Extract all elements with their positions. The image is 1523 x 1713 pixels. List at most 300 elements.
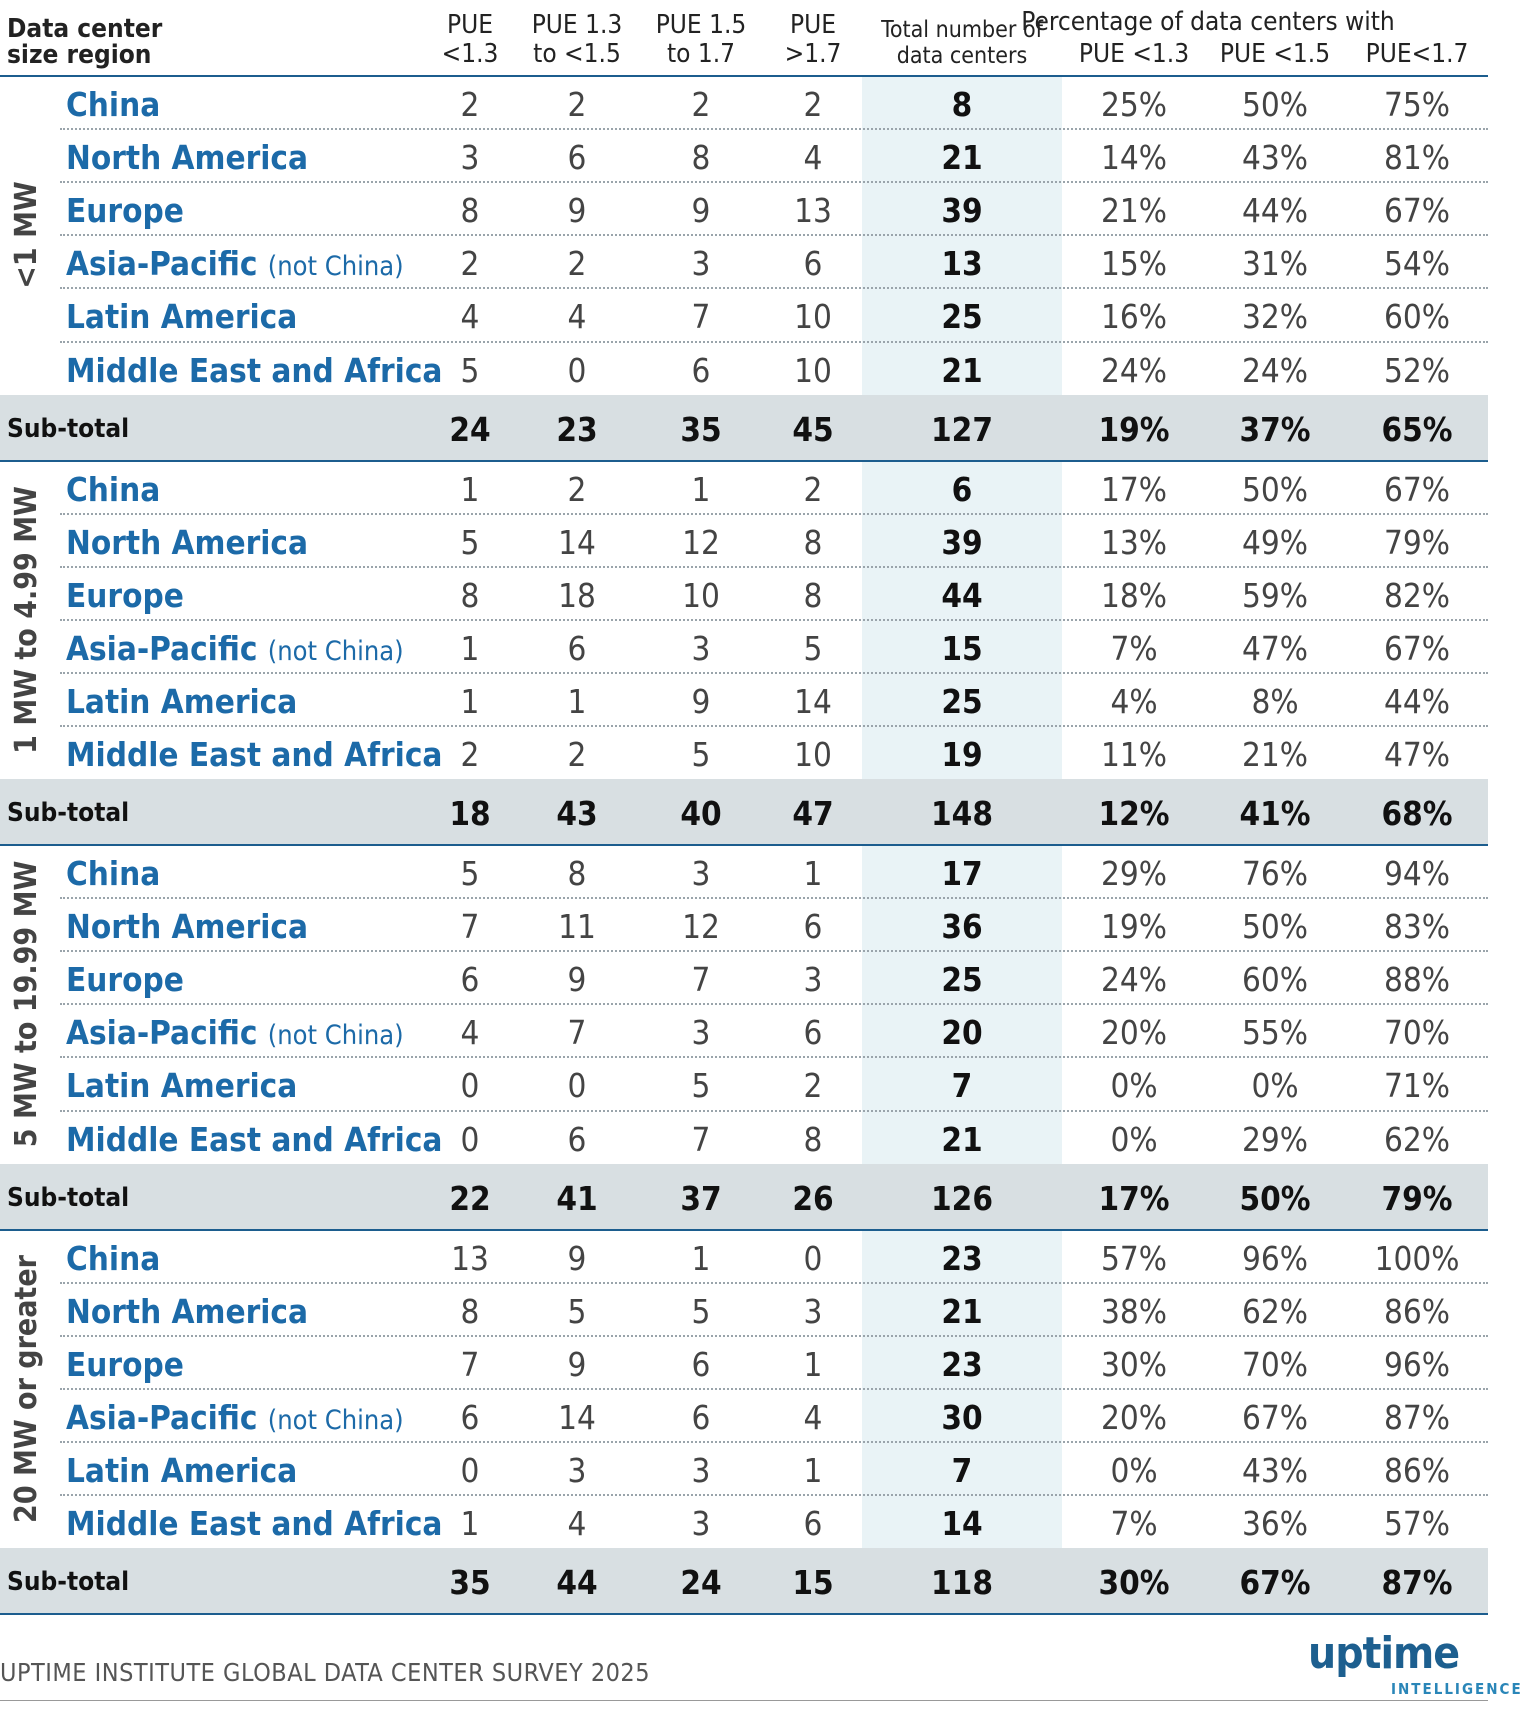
region-label bbox=[66, 1119, 443, 1159]
region-label bbox=[66, 191, 184, 231]
subtotal-count-cell: 44 bbox=[556, 1563, 598, 1603]
region-name: Europe bbox=[66, 960, 184, 1000]
percentage-cell: 19% bbox=[1101, 907, 1167, 947]
pue-count-cell: 6 bbox=[691, 1397, 711, 1437]
region-name: Middle East and Africa bbox=[66, 1504, 443, 1543]
region-name: Asia-Pacific bbox=[66, 244, 258, 284]
percentage-cell: 4% bbox=[1110, 681, 1158, 721]
pue-count-cell: 3 bbox=[691, 1450, 711, 1490]
subtotal-count-cell: 24 bbox=[449, 409, 491, 449]
subtotal-percentage-cell: 68% bbox=[1381, 794, 1453, 834]
percentage-cell: 60% bbox=[1242, 960, 1308, 1000]
subtotal-count-cell: 47 bbox=[792, 794, 834, 834]
region-label bbox=[66, 681, 298, 721]
total-cell: 20 bbox=[941, 1013, 983, 1053]
percentage-cell: 29% bbox=[1242, 1119, 1308, 1159]
pue-count-cell: 6 bbox=[567, 138, 587, 178]
percentage-cell: 67% bbox=[1384, 628, 1450, 668]
header-pue-15-17-line1: PUE 1.5 bbox=[655, 10, 747, 40]
header-pue-lt13-line1: PUE bbox=[446, 10, 494, 40]
percentage-cell: 76% bbox=[1242, 854, 1308, 893]
header-pue-lt13-line2: <1.3 bbox=[441, 39, 499, 69]
region-name: China bbox=[66, 85, 161, 124]
total-cell: 6 bbox=[951, 469, 973, 509]
region-label bbox=[66, 628, 404, 668]
total-cell: 15 bbox=[941, 628, 983, 668]
pue-count-cell: 0 bbox=[567, 350, 587, 390]
pue-count-cell: 4 bbox=[460, 1013, 480, 1053]
region-label bbox=[66, 854, 161, 893]
subtotal-count-cell: 18 bbox=[449, 794, 491, 834]
pue-count-cell: 6 bbox=[567, 1119, 587, 1159]
percentage-cell: 0% bbox=[1251, 1066, 1299, 1106]
total-cell: 8 bbox=[951, 85, 973, 124]
subtotal-label: Sub-total bbox=[7, 1567, 130, 1598]
subtotal-label: Sub-total bbox=[7, 798, 130, 829]
region-name: China bbox=[66, 1238, 161, 1278]
header-percentage-group: Percentage of data centers with bbox=[1021, 7, 1395, 37]
region-name: Middle East and Africa bbox=[66, 1119, 443, 1159]
subtotal-label: Sub-total bbox=[7, 1182, 130, 1213]
region-label bbox=[66, 1397, 404, 1437]
pue-count-cell: 2 bbox=[460, 85, 480, 124]
subtotal-percentage-cell: 41% bbox=[1239, 794, 1311, 834]
pue-count-cell: 8 bbox=[691, 138, 711, 178]
pue-count-cell: 8 bbox=[460, 575, 480, 615]
pue-count-cell: 6 bbox=[567, 628, 587, 668]
total-cell: 21 bbox=[941, 138, 983, 178]
subtotal-percentage-cell: 67% bbox=[1239, 1563, 1311, 1603]
pue-count-cell: 14 bbox=[794, 681, 832, 721]
uptime-logo-subtitle: INTELLIGENCE bbox=[1391, 1680, 1523, 1698]
percentage-cell: 44% bbox=[1242, 191, 1308, 231]
percentage-cell: 96% bbox=[1384, 1344, 1450, 1384]
total-cell: 39 bbox=[941, 191, 983, 231]
percentage-cell: 82% bbox=[1384, 575, 1450, 615]
region-label bbox=[66, 1013, 404, 1053]
subtotal-percentage-cell: 19% bbox=[1098, 409, 1170, 449]
percentage-cell: 15% bbox=[1101, 244, 1167, 284]
total-cell: 19 bbox=[941, 735, 983, 774]
row-divider bbox=[60, 897, 1488, 899]
pue-count-cell: 2 bbox=[460, 244, 480, 284]
region-label bbox=[66, 1238, 161, 1278]
region-label bbox=[66, 960, 184, 1000]
pue-count-cell: 6 bbox=[803, 1013, 823, 1053]
subtotal-count-cell: 40 bbox=[680, 794, 722, 834]
header-pue-gt17-line2: >1.7 bbox=[784, 39, 842, 69]
total-cell: 36 bbox=[941, 907, 983, 947]
pue-count-cell: 9 bbox=[691, 681, 711, 721]
region-label bbox=[66, 1291, 309, 1331]
pue-count-cell: 0 bbox=[460, 1066, 480, 1106]
row-divider bbox=[60, 566, 1488, 568]
region-label bbox=[66, 350, 443, 390]
percentage-cell: 81% bbox=[1384, 138, 1450, 178]
percentage-cell: 57% bbox=[1384, 1504, 1450, 1543]
row-divider bbox=[60, 1110, 1488, 1112]
header-pue-13-15-line1: PUE 1.3 bbox=[531, 10, 623, 40]
region-name: Europe bbox=[66, 1344, 184, 1384]
pue-count-cell: 5 bbox=[803, 628, 823, 668]
pue-count-cell: 3 bbox=[691, 1013, 711, 1053]
pue-count-cell: 2 bbox=[567, 469, 587, 509]
region-label bbox=[66, 575, 184, 615]
row-divider bbox=[60, 234, 1488, 236]
subtotal-count-cell: 15 bbox=[792, 1563, 834, 1603]
pue-count-cell: 5 bbox=[460, 854, 480, 893]
region-label bbox=[66, 85, 161, 124]
region-name: Europe bbox=[66, 191, 184, 231]
row-divider bbox=[60, 950, 1488, 952]
pue-count-cell: 13 bbox=[794, 191, 832, 231]
percentage-cell: 25% bbox=[1101, 85, 1167, 124]
pue-count-cell: 8 bbox=[803, 575, 823, 615]
percentage-cell: 43% bbox=[1242, 1450, 1308, 1490]
region-qualifier: (not China) bbox=[267, 1404, 404, 1436]
pue-count-cell: 1 bbox=[460, 681, 480, 721]
region-name: China bbox=[66, 854, 161, 893]
pue-count-cell: 6 bbox=[460, 960, 480, 1000]
subtotal-count-cell: 35 bbox=[680, 409, 722, 449]
header-total-line2: data centers bbox=[896, 43, 1028, 69]
percentage-cell: 11% bbox=[1101, 735, 1167, 774]
group-top-rule bbox=[0, 75, 1488, 77]
subtotal-percentage-cell: 30% bbox=[1098, 1563, 1170, 1603]
size-group-label: 20 MW or greater bbox=[9, 1254, 44, 1523]
percentage-cell: 67% bbox=[1384, 469, 1450, 509]
header-pue-gt17-line1: PUE bbox=[789, 10, 837, 40]
subtotal-percentage-cell: 79% bbox=[1381, 1178, 1453, 1218]
subtotal-percentage-cell: 65% bbox=[1381, 409, 1453, 449]
row-divider bbox=[60, 1003, 1488, 1005]
region-name: Latin America bbox=[66, 681, 298, 721]
percentage-cell: 70% bbox=[1384, 1013, 1450, 1053]
region-name: Latin America bbox=[66, 1066, 298, 1106]
pue-count-cell: 3 bbox=[803, 1291, 823, 1331]
pue-count-cell: 0 bbox=[460, 1119, 480, 1159]
row-divider bbox=[60, 1388, 1488, 1390]
percentage-cell: 96% bbox=[1242, 1238, 1308, 1278]
pue-count-cell: 9 bbox=[691, 191, 711, 231]
percentage-cell: 50% bbox=[1242, 469, 1308, 509]
region-qualifier: (not China) bbox=[267, 251, 404, 283]
pue-count-cell: 7 bbox=[691, 1119, 711, 1159]
region-label bbox=[66, 1450, 298, 1490]
pue-count-cell: 7 bbox=[460, 1344, 480, 1384]
pue-count-cell: 8 bbox=[460, 191, 480, 231]
subtotal-percentage-cell: 37% bbox=[1239, 409, 1311, 449]
percentage-cell: 50% bbox=[1242, 85, 1308, 124]
region-label bbox=[66, 522, 309, 562]
percentage-cell: 13% bbox=[1101, 522, 1167, 562]
table-bottom-rule bbox=[0, 1613, 1488, 1615]
pue-count-cell: 1 bbox=[803, 1450, 823, 1490]
row-divider bbox=[60, 725, 1488, 727]
percentage-cell: 0% bbox=[1110, 1119, 1158, 1159]
pue-count-cell: 7 bbox=[567, 1013, 587, 1053]
total-cell: 21 bbox=[941, 1119, 983, 1159]
percentage-cell: 47% bbox=[1242, 628, 1308, 668]
pue-count-cell: 10 bbox=[794, 735, 832, 774]
total-cell: 13 bbox=[941, 244, 983, 284]
row-divider bbox=[60, 1441, 1488, 1443]
percentage-cell: 21% bbox=[1101, 191, 1167, 231]
group-top-rule bbox=[0, 1229, 1488, 1231]
pue-count-cell: 1 bbox=[691, 1238, 711, 1278]
pue-count-cell: 6 bbox=[460, 1397, 480, 1437]
pue-count-cell: 4 bbox=[567, 1504, 587, 1543]
pue-count-cell: 14 bbox=[558, 522, 596, 562]
pue-count-cell: 0 bbox=[567, 1066, 587, 1106]
percentage-cell: 62% bbox=[1384, 1119, 1450, 1159]
pue-count-cell: 6 bbox=[803, 907, 823, 947]
percentage-cell: 21% bbox=[1242, 735, 1308, 774]
percentage-cell: 18% bbox=[1101, 575, 1167, 615]
row-divider bbox=[60, 672, 1488, 674]
subtotal-percentage-cell: 17% bbox=[1098, 1178, 1170, 1218]
pue-count-cell: 3 bbox=[691, 854, 711, 893]
percentage-cell: 88% bbox=[1384, 960, 1450, 1000]
region-label bbox=[66, 735, 443, 774]
header-size-region-line2: size region bbox=[7, 40, 152, 70]
subtotal-total-cell: 126 bbox=[931, 1178, 993, 1218]
pue-count-cell: 3 bbox=[460, 138, 480, 178]
region-name: North America bbox=[66, 1291, 309, 1331]
row-divider bbox=[60, 1056, 1488, 1058]
subtotal-count-cell: 37 bbox=[680, 1178, 722, 1218]
percentage-cell: 94% bbox=[1384, 854, 1450, 893]
percentage-cell: 8% bbox=[1251, 681, 1299, 721]
pue-count-cell: 5 bbox=[460, 350, 480, 390]
group-top-rule bbox=[0, 460, 1488, 462]
percentage-cell: 24% bbox=[1101, 350, 1167, 390]
pue-count-cell: 18 bbox=[558, 575, 596, 615]
pue-count-cell: 9 bbox=[567, 191, 587, 231]
percentage-cell: 49% bbox=[1242, 522, 1308, 562]
percentage-cell: 55% bbox=[1242, 1013, 1308, 1053]
subtotal-total-cell: 148 bbox=[931, 794, 993, 834]
pue-count-cell: 5 bbox=[460, 522, 480, 562]
subtotal-count-cell: 41 bbox=[556, 1178, 598, 1218]
total-cell: 23 bbox=[941, 1238, 983, 1278]
region-name: Latin America bbox=[66, 297, 298, 337]
region-name: Middle East and Africa bbox=[66, 735, 443, 774]
row-divider bbox=[60, 1494, 1488, 1496]
percentage-cell: 57% bbox=[1101, 1238, 1167, 1278]
total-cell: 39 bbox=[941, 522, 983, 562]
percentage-cell: 52% bbox=[1384, 350, 1450, 390]
region-qualifier: (not China) bbox=[267, 635, 404, 667]
row-divider bbox=[60, 128, 1488, 130]
pue-count-cell: 2 bbox=[567, 735, 587, 774]
region-label bbox=[66, 907, 309, 947]
pue-count-cell: 6 bbox=[691, 1344, 711, 1384]
percentage-cell: 36% bbox=[1242, 1504, 1308, 1543]
pue-count-cell: 4 bbox=[567, 297, 587, 337]
subtotal-count-cell: 35 bbox=[449, 1563, 491, 1603]
region-name: Middle East and Africa bbox=[66, 350, 443, 390]
subtotal-count-cell: 26 bbox=[792, 1178, 834, 1218]
pue-count-cell: 3 bbox=[691, 1504, 711, 1543]
region-label bbox=[66, 1504, 443, 1543]
pue-count-cell: 10 bbox=[794, 297, 832, 337]
header-pue-15-17-line2: to 1.7 bbox=[666, 39, 736, 69]
subtotal-count-cell: 24 bbox=[680, 1563, 722, 1603]
pue-count-cell: 1 bbox=[803, 854, 823, 893]
region-name: North America bbox=[66, 138, 309, 178]
percentage-cell: 29% bbox=[1101, 854, 1167, 893]
percentage-cell: 20% bbox=[1101, 1397, 1167, 1437]
pue-count-cell: 7 bbox=[460, 907, 480, 947]
pue-count-cell: 8 bbox=[803, 1119, 823, 1159]
percentage-cell: 31% bbox=[1242, 244, 1308, 284]
percentage-cell: 7% bbox=[1110, 628, 1158, 668]
percentage-cell: 43% bbox=[1242, 138, 1308, 178]
pue-count-cell: 7 bbox=[691, 297, 711, 337]
pue-count-cell: 5 bbox=[567, 1291, 587, 1331]
pue-count-cell: 14 bbox=[558, 1397, 596, 1437]
region-name: China bbox=[66, 469, 161, 509]
row-divider bbox=[60, 619, 1488, 621]
header-pct-lt15: PUE <1.5 bbox=[1219, 39, 1331, 69]
region-name: Asia-Pacific bbox=[66, 1397, 258, 1437]
pue-count-cell: 2 bbox=[691, 85, 711, 124]
pue-count-cell: 4 bbox=[803, 1397, 823, 1437]
bottom-rule bbox=[0, 1700, 1488, 1701]
pue-count-cell: 2 bbox=[803, 85, 823, 124]
percentage-cell: 86% bbox=[1384, 1450, 1450, 1490]
percentage-cell: 79% bbox=[1384, 522, 1450, 562]
percentage-cell: 50% bbox=[1242, 907, 1308, 947]
percentage-cell: 44% bbox=[1384, 681, 1450, 721]
header-pct-lt13: PUE <1.3 bbox=[1078, 39, 1190, 69]
subtotal-count-cell: 45 bbox=[792, 409, 834, 449]
region-name: Asia-Pacific bbox=[66, 628, 258, 668]
pue-count-cell: 9 bbox=[567, 1238, 587, 1278]
subtotal-count-cell: 43 bbox=[556, 794, 598, 834]
pue-count-cell: 7 bbox=[691, 960, 711, 1000]
percentage-cell: 67% bbox=[1242, 1397, 1308, 1437]
total-cell: 44 bbox=[941, 575, 983, 615]
percentage-cell: 0% bbox=[1110, 1066, 1158, 1106]
region-label bbox=[66, 1344, 184, 1384]
percentage-cell: 38% bbox=[1101, 1291, 1167, 1331]
header-pct-lt17: PUE<1.7 bbox=[1365, 39, 1469, 69]
pue-count-cell: 8 bbox=[803, 522, 823, 562]
total-cell: 21 bbox=[941, 1291, 983, 1331]
percentage-cell: 30% bbox=[1101, 1344, 1167, 1384]
pue-count-cell: 5 bbox=[691, 1291, 711, 1331]
header-total-line1: Total number of bbox=[881, 17, 1043, 43]
pue-count-cell: 3 bbox=[691, 244, 711, 284]
row-divider bbox=[60, 341, 1488, 343]
subtotal-count-cell: 22 bbox=[449, 1178, 491, 1218]
percentage-cell: 71% bbox=[1384, 1066, 1450, 1106]
pue-count-cell: 1 bbox=[460, 628, 480, 668]
percentage-cell: 24% bbox=[1242, 350, 1308, 390]
subtotal-percentage-cell: 50% bbox=[1239, 1178, 1311, 1218]
pue-count-cell: 12 bbox=[682, 907, 720, 947]
pue-count-cell: 2 bbox=[567, 244, 587, 284]
pue-count-cell: 6 bbox=[803, 244, 823, 284]
percentage-cell: 83% bbox=[1384, 907, 1450, 947]
total-cell: 21 bbox=[941, 350, 983, 390]
pue-count-cell: 1 bbox=[691, 469, 711, 509]
pue-count-cell: 9 bbox=[567, 1344, 587, 1384]
pue-count-cell: 2 bbox=[803, 1066, 823, 1106]
total-cell: 17 bbox=[941, 854, 983, 893]
size-group-label: <1 MW bbox=[9, 181, 44, 290]
row-divider bbox=[60, 287, 1488, 289]
pue-count-cell: 0 bbox=[803, 1238, 823, 1278]
pue-count-cell: 3 bbox=[691, 628, 711, 668]
region-label bbox=[66, 138, 309, 178]
size-group-label: 5 MW to 19.99 MW bbox=[9, 861, 44, 1148]
percentage-cell: 20% bbox=[1101, 1013, 1167, 1053]
pue-count-cell: 1 bbox=[803, 1344, 823, 1384]
subtotal-total-cell: 118 bbox=[931, 1563, 993, 1603]
percentage-cell: 16% bbox=[1101, 297, 1167, 337]
pue-count-cell: 4 bbox=[460, 297, 480, 337]
region-label bbox=[66, 297, 298, 337]
pue-count-cell: 3 bbox=[567, 1450, 587, 1490]
percentage-cell: 0% bbox=[1110, 1450, 1158, 1490]
percentage-cell: 62% bbox=[1242, 1291, 1308, 1331]
percentage-cell: 70% bbox=[1242, 1344, 1308, 1384]
pue-count-cell: 8 bbox=[567, 854, 587, 893]
pue-count-cell: 8 bbox=[460, 1291, 480, 1331]
subtotal-percentage-cell: 12% bbox=[1098, 794, 1170, 834]
pue-count-cell: 10 bbox=[794, 350, 832, 390]
percentage-cell: 86% bbox=[1384, 1291, 1450, 1331]
percentage-cell: 47% bbox=[1384, 735, 1450, 774]
percentage-cell: 60% bbox=[1384, 297, 1450, 337]
total-cell: 7 bbox=[951, 1066, 973, 1106]
total-cell: 25 bbox=[941, 681, 983, 721]
total-cell: 14 bbox=[941, 1504, 983, 1543]
percentage-cell: 67% bbox=[1384, 191, 1450, 231]
percentage-cell: 59% bbox=[1242, 575, 1308, 615]
region-name: Latin America bbox=[66, 1450, 298, 1490]
pue-count-cell: 2 bbox=[567, 85, 587, 124]
region-name: Europe bbox=[66, 575, 184, 615]
total-cell: 30 bbox=[941, 1397, 983, 1437]
percentage-cell: 24% bbox=[1101, 960, 1167, 1000]
source-note: UPTIME INSTITUTE GLOBAL DATA CENTER SURVEY 2025 bbox=[0, 1658, 651, 1687]
subtotal-count-cell: 23 bbox=[556, 409, 598, 449]
region-label bbox=[66, 469, 161, 509]
header-pue-13-15-line2: to <1.5 bbox=[533, 39, 621, 69]
percentage-cell: 100% bbox=[1374, 1238, 1460, 1278]
pue-count-cell: 2 bbox=[460, 735, 480, 774]
pue-count-cell: 6 bbox=[691, 350, 711, 390]
row-divider bbox=[60, 181, 1488, 183]
size-group-label: 1 MW to 4.99 MW bbox=[9, 485, 44, 754]
pue-count-cell: 5 bbox=[691, 1066, 711, 1106]
row-divider bbox=[60, 513, 1488, 515]
row-divider bbox=[60, 1335, 1488, 1337]
percentage-cell: 17% bbox=[1101, 469, 1167, 509]
row-divider bbox=[60, 1282, 1488, 1284]
pue-count-cell: 1 bbox=[460, 469, 480, 509]
percentage-cell: 75% bbox=[1384, 85, 1450, 124]
pue-count-cell: 1 bbox=[567, 681, 587, 721]
region-label bbox=[66, 244, 404, 284]
subtotal-percentage-cell: 87% bbox=[1381, 1563, 1453, 1603]
pue-count-cell: 5 bbox=[691, 735, 711, 774]
pue-count-cell: 3 bbox=[803, 960, 823, 1000]
